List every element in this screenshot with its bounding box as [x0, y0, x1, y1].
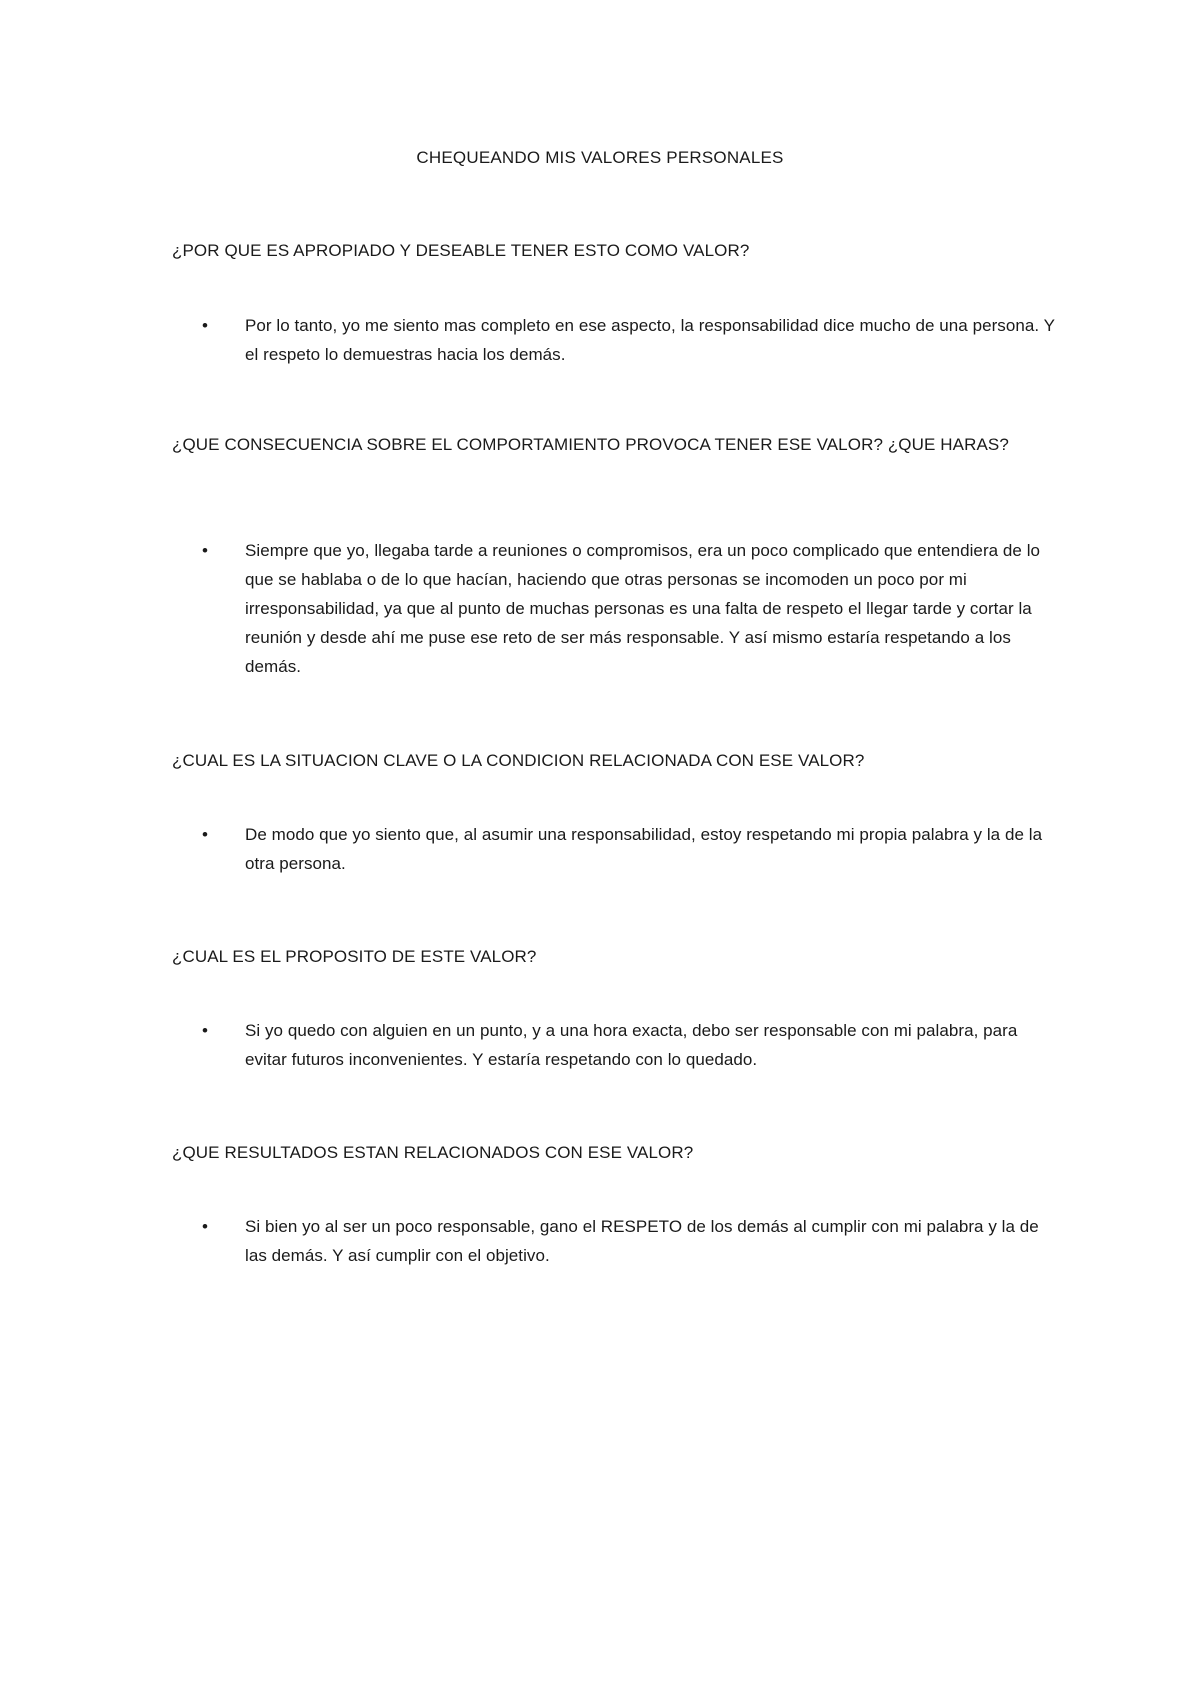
answer-5: [202, 1212, 1062, 1270]
question-3: ¿CUAL ES LA SITUACION CLAVE O LA CONDICION RELACIONADA CON ESE VALOR?: [172, 751, 865, 770]
document-title: CHEQUEANDO MIS VALORES PERSONALES: [416, 148, 784, 167]
answer-3: [202, 820, 1062, 878]
answer-3-text: De modo que yo siento que, al asumir una responsabilidad, estoy respetando mi propia palabra y la de la otra persona.: [245, 825, 1043, 873]
answer-2-text: Siempre que yo, llegaba tarde a reuniones o compromisos, era un poco complicado que entendiera de lo que se hablaba o de lo que hacían, haciendo que otras personas se incomoden un poco por mi irresponsabilidad, ya que al punto de muchas personas es una falta de respeto el llegar tarde y cortar la reunión y desde ahí me puse ese reto de ser más responsable. Y así mismo estaría respetando a los demás.: [245, 541, 1041, 676]
bullet-icon: •: [202, 316, 208, 335]
bullet-icon: •: [202, 1021, 208, 1040]
bullet-icon: •: [202, 825, 208, 844]
answer-1: [202, 311, 1062, 369]
question-5: ¿QUE RESULTADOS ESTAN RELACIONADOS CON ESE VALOR?: [172, 1143, 694, 1162]
bullet-icon: •: [202, 1217, 208, 1236]
question-2: ¿QUE CONSECUENCIA SOBRE EL COMPORTAMIENTO PROVOCA TENER ESE VALOR? ¿QUE HARAS?: [172, 435, 1009, 454]
answer-5-text: Si bien yo al ser un poco responsable, gano el RESPETO de los demás al cumplir con mi palabra y la de las demás. Y así cumplir con el objetivo.: [245, 1217, 1039, 1265]
answer-4-text: Si yo quedo con alguien en un punto, y a una hora exacta, debo ser responsable con mi palabra, para evitar futuros inconvenientes. Y estaría respetando con lo quedado.: [245, 1021, 1018, 1069]
question-4: ¿CUAL ES EL PROPOSITO DE ESTE VALOR?: [172, 947, 537, 966]
question-1: ¿POR QUE ES APROPIADO Y DESEABLE TENER ESTO COMO VALOR?: [172, 241, 750, 260]
bullet-icon: •: [202, 541, 208, 560]
answer-1-text: Por lo tanto, yo me siento mas completo en ese aspecto, la responsabilidad dice mucho de una persona. Y el respeto lo demuestras hacia los demás.: [245, 316, 1055, 364]
answer-4: [202, 1016, 1062, 1074]
answer-2: [202, 536, 1062, 681]
